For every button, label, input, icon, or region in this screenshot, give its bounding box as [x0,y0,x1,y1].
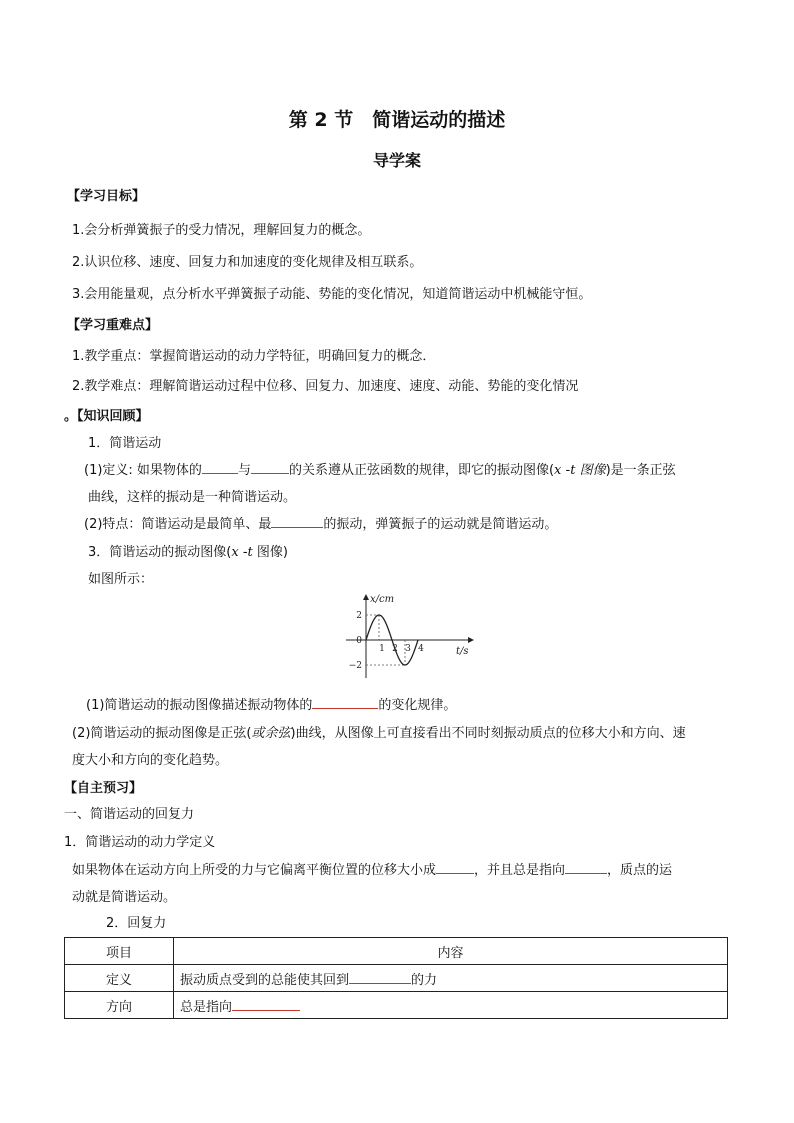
sine-graph [340,590,480,682]
x-tick-label: 4 [418,644,424,654]
objectives-heading: 【学习目标】 [67,189,146,204]
preview-heading: 【自主预习】 [64,781,143,796]
key-point-item: 2.教学难点：理解简谐运动过程中位移、回复力、加速度、速度、动能、势能的变化情况 [72,379,579,394]
answer-blank[interactable] [251,461,289,474]
table-header-row [65,938,728,965]
objective-item: 3.会用能量观，点分析水平弹簧振子动能、势能的变化情况，知道简谐运动中机械能守恒。 [72,287,592,302]
answer-blank[interactable] [349,971,411,984]
table-cell-content: 振动质点受到的总能使其回到 的力 [174,965,728,992]
x-axis-label: t/s [456,646,469,657]
graph-description-1: (1)简谐运动的振动图像描述振动物体的 的变化规律。 [86,698,457,713]
x-tick-label: 3 [405,644,411,654]
answer-blank[interactable] [312,696,378,709]
x-tick-label: 1 [379,644,385,654]
feature-line: (2)特点：简谐运动是最简单、最 的振动，弹簧振子的运动就是简谐运动。 [84,517,558,532]
table-header-cell: 内容 [174,938,728,965]
review-subheading: 1．简谐运动 [88,436,162,451]
x-tick-label: 2 [392,644,398,654]
sine-graph-figure [340,590,480,686]
x-axis-arrow [468,637,474,643]
key-point-item: 1.教学重点：掌握简谐运动的动力学特征，明确回复力的概念． [72,349,436,364]
restoring-force-subheading: 2．回复力 [106,916,167,931]
graph-description-2: (2)简谐运动的振动图像是正弦(或余弦)曲线，从图像上可直接看出不同时刻振动质点的位移大小和方向、速 [72,726,686,741]
y-axis-arrow [363,594,369,600]
y-tick-label: 2 [356,611,362,621]
answer-blank[interactable] [565,861,607,874]
table-header-cell: 项目 [65,938,174,965]
dynamic-definition-line-2: 动就是简谐运动。 [72,890,177,905]
table-cell-content: 总是指向 [174,992,728,1019]
key-points-heading: 【学习重难点】 [67,318,159,333]
review-heading: 。【知识回顾】 [64,409,149,424]
preview-subheading: 1．简谐运动的动力学定义 [64,835,216,850]
y-tick-label: 0 [356,636,362,646]
definition-line: (1)定义: 如果物体的 与 的关系遵从正弦函数的规律，即它的振动图像(x -t 图像)是一条正弦 [84,463,676,478]
page-subtitle: 导学案 [372,151,421,170]
page-title: 第 2 节 简谐运动的描述 [288,109,506,131]
as-shown-text: 如图所示： [88,572,154,587]
y-axis-label: x/cm [370,594,395,605]
table-cell-label: 定义 [65,965,174,992]
graph-subheading: 3．简谐运动的振动图像(x -t 图像) [88,545,288,560]
answer-blank[interactable] [232,998,300,1011]
restoring-force-table [64,937,728,1019]
table-cell-label: 方向 [65,992,174,1019]
dynamic-definition-line: 如果物体在运动方向上所受的力与它偏离平衡位置的位移大小成 ，并且总是指向 ，质点的运 [72,863,673,878]
graph-description-2-line2: 度大小和方向的变化趋势。 [72,753,229,768]
objective-item: 1.会分析弹簧振子的受力情况，理解回复力的概念。 [72,223,371,238]
table-row [65,965,728,992]
y-tick-label: −2 [348,661,362,671]
answer-blank[interactable] [271,515,323,528]
table-row [65,992,728,1019]
objective-item: 2.认识位移、速度、回复力和加速度的变化规律及相互联系。 [72,255,423,270]
answer-blank[interactable] [202,461,238,474]
definition-line-2: 曲线，这样的振动是一种简谐运动。 [88,490,297,505]
preview-part-title: 一、简谐运动的回复力 [64,807,195,822]
answer-blank[interactable] [436,861,474,874]
